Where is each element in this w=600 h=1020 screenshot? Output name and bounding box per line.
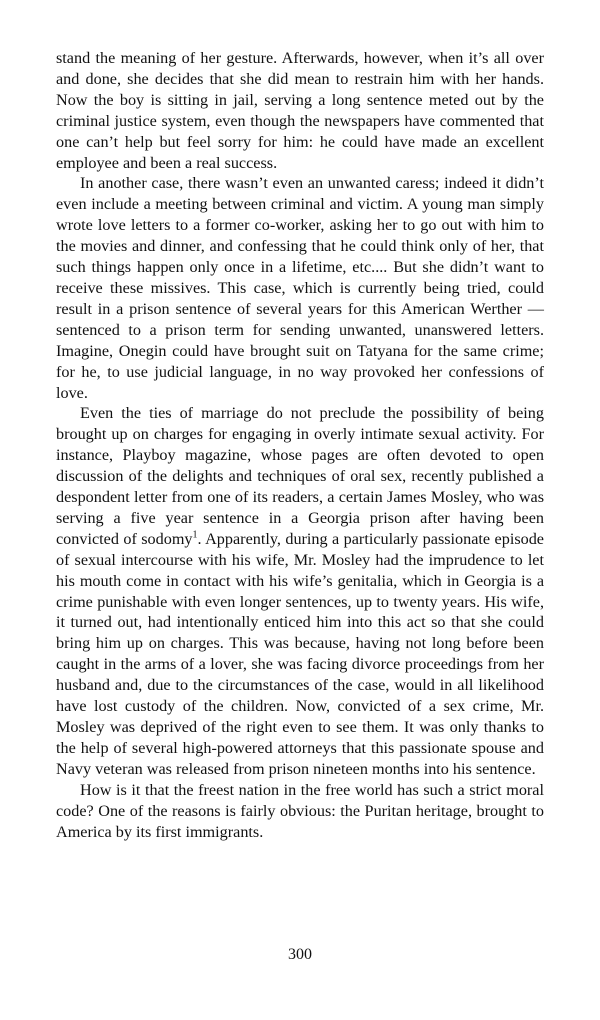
page-number: 300 [288,946,312,963]
paragraph-marriage-text-after: . Apparently, during a particularly passionate episode of sexual intercourse with his wife, Mr. Mosley had the imprudence to let his mouth come in contact with his wife’s genitalia, which in Georgia is a crime punishable with even longer sentences, up to twenty years. His wife, it turned out, had intentionally enticed him into this act so that she could bring him up on charges. This was because, having not long before been caught in the arms of a lover, she was facing divorce proceedings from her husband and, due to the circumstances of the case, would in all likelihood have lost custody of the children. Now, convicted of a sex crime, Mr. Mosley was deprived of the right even to see them. It was only thanks to the help of several high-powered attorneys that this passionate spouse and Navy veteran was released from prison nineteen months into his sentence. [56,529,544,778]
paragraph-marriage-text-before: Even the ties of marriage do not preclude the possibility of being brought up on charges for engaging in overly intimate sexual activity. For instance, Playboy magazine, whose pages are often devoted to open discussion of the delights and techniques of oral sex, recently published a despondent letter from one of its readers, a certain James Mosley, who was serving a five year sentence in a Georgia prison after having been convicted of sodomy [56,404,544,548]
document-page [56,48,544,842]
paragraph-gesture-continuation: stand the meaning of her gesture. Afterwards, however, when it’s all over and done, she decides that she did mean to restrain him with her hands. Now the boy is sitting in jail, serving a long sentence meted out by the criminal justice system, even though the newspapers have commented that one can’t help but feel sorry for him: he could have made an excellent employee and been a real success. [56,49,544,172]
paragraph-love-letters-case: In another case, there wasn’t even an unwanted caress; indeed it didn’t even include a meeting between criminal and victim. A young man simply wrote love letters to a former co-worker, asking her to go out with him to the movies and dinner, and confessing that he could think only of her, that such things happen only once in a lifetime, etc.... But she didn’t want to receive these missives. This case, which is currently being tried, could result in a prison sentence of several years for this American Werther — sentenced to a prison term for sending unwanted, unanswered letters. Imagine, Onegin could have brought suit on Tatyana for the same crime; for he, to use judicial language, in no way provoked her confessions of love. [56,174,544,402]
footnote-marker[interactable]: 1 [192,529,198,541]
paragraph-marriage-charges [56,403,544,779]
paragraph-moral-code: How is it that the freest nation in the free world has such a strict moral code? One of the reasons is fairly obvious: the Puritan heritage, brought to America by its first immigrants. [56,780,544,841]
